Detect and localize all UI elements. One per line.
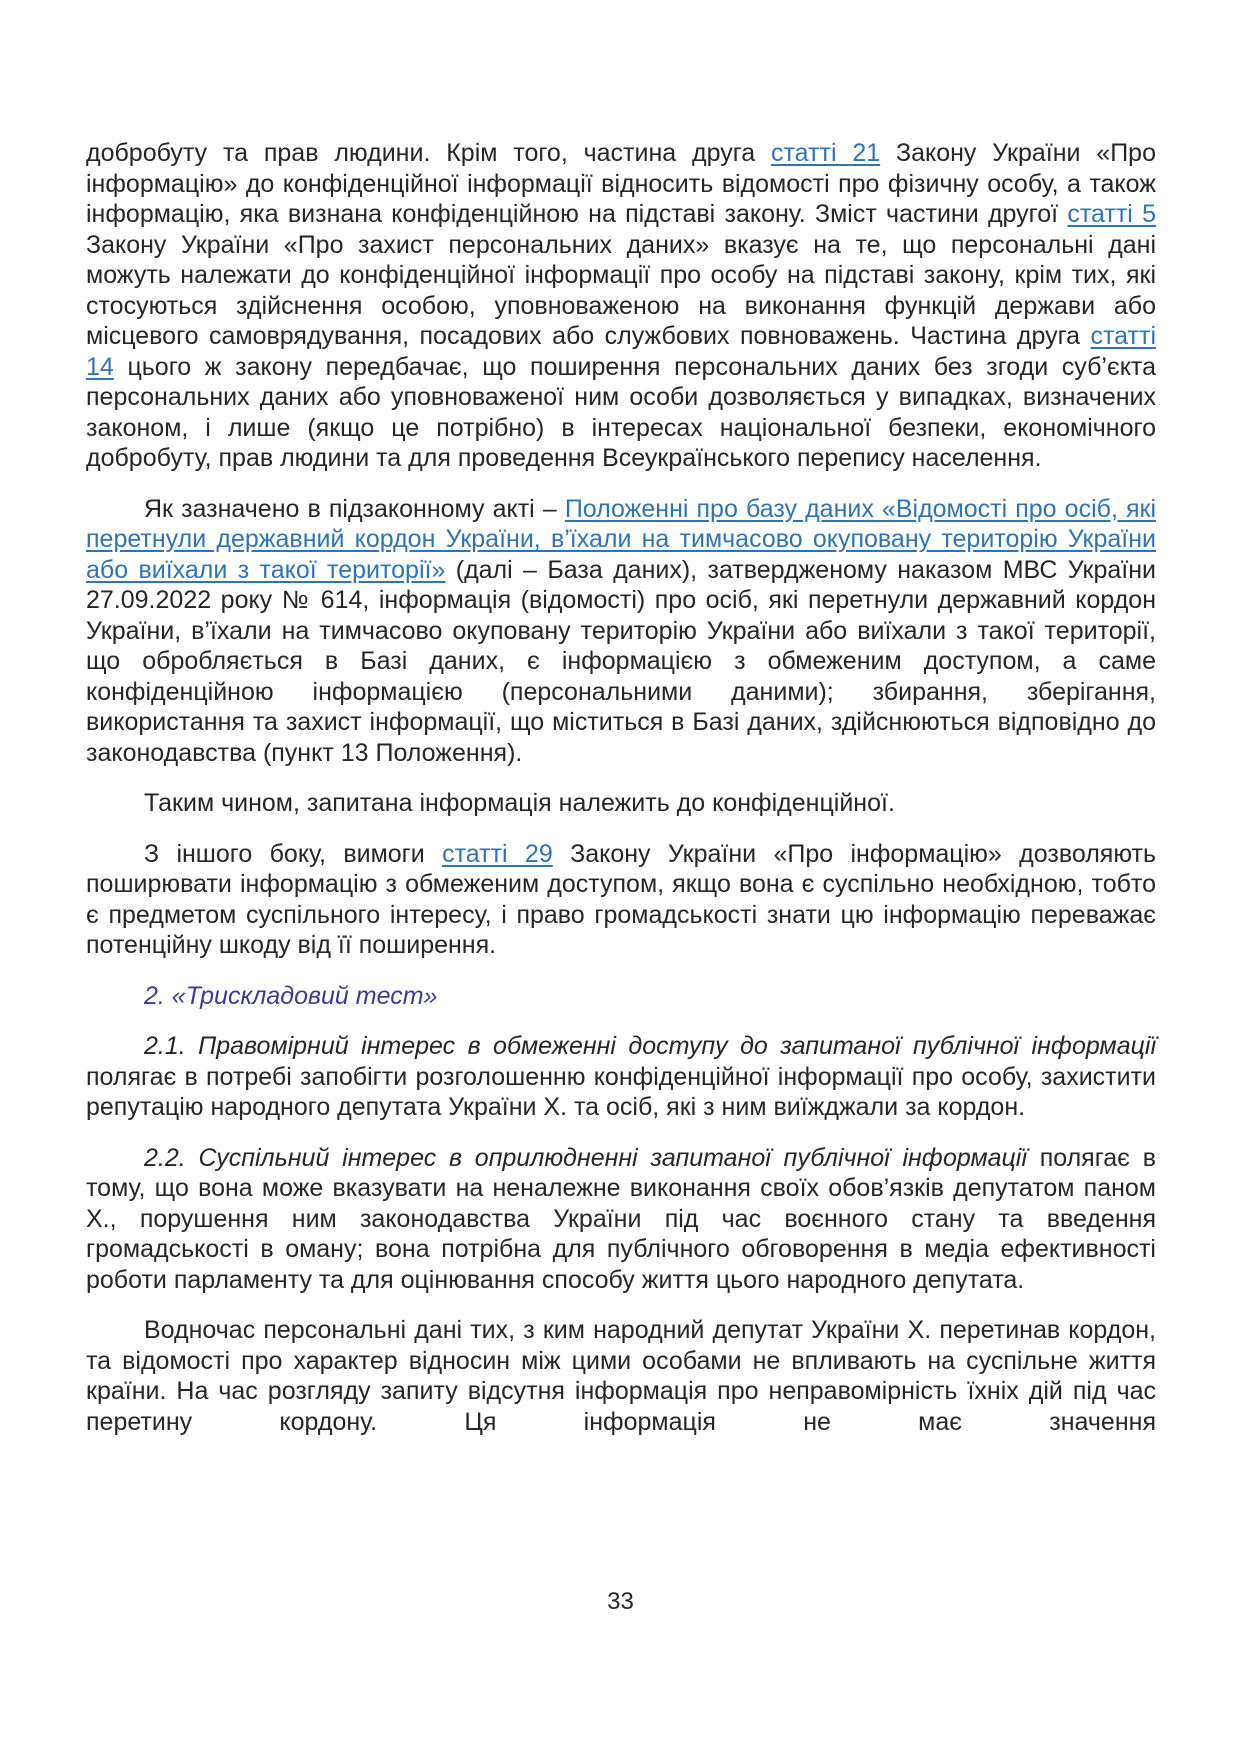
link-article-29[interactable]: статті 29 <box>442 839 553 868</box>
section-heading-three-part-test: 2. «Трискладовий тест» <box>144 981 438 1010</box>
link-article-14[interactable]: статті 14 <box>86 322 1156 381</box>
page-number: 33 <box>607 1588 634 1615</box>
document-page <box>86 138 1156 1457</box>
paragraph-public-interest: 2.2. Суспільний інтерес в оприлюдненні запитаної публічної інформації полягає в тому, що вона може вказувати на неналежне виконання своїх обов’язків депутатом паном Х., порушення ним законодавства України під час воєнного стану та введення громадськості в оману; вона потрібна для публічного обговорення в медіа ефективності роботи парламенту та для оцінювання способу життя цього народного депутата. <box>86 1143 1156 1294</box>
link-article-5[interactable]: статті 5 <box>1067 200 1156 228</box>
link-article-21[interactable]: статті 21 <box>771 139 881 167</box>
subheading-legitimate-interest: 2.1. Правомірний інтерес в обмеженні доступу до запитаної публічної інформації <box>144 1032 1156 1060</box>
paragraph-conclusion-confidential: Таким чином, запитана інформація належить до конфіденційної. <box>144 789 895 817</box>
paragraph-article-29: З іншого боку, вимоги статті 29 Закону України «Про інформацію» дозволяють поширювати інформацію з обмеженим доступом, якщо вона є суспільно необхідною, тобто є предметом суспільного інтересу, і право громадськості знати цю інформацію переважає потенційну шкоду від її поширення. <box>86 839 1157 959</box>
paragraph-database-regulation: Як зазначено в підзаконному акті – Положенні про базу даних «Відомості про осіб, які перетнули державний кордон України, в’їхали на тимчасово окуповану територію України або виїхали з такої території» (далі – База даних), затвердженому наказом МВС України 27.09.2022 року № 614, інформація (відомості) про осіб, які перетнули державний кордон України, в’їхали на тимчасово окуповану територію України або виїхали з такої території, що обробляється в Базі даних, є інформацією з обмеженим доступом, а саме конфіденційною інформацією (персональними даними); збирання, зберігання, використання та захист інформації, що міститься в Базі даних, здійснюються відповідно до законодавства (пункт 13 Положення). <box>86 494 1157 767</box>
paragraph-confidential-info-law: добробуту та прав людини. Крім того, частина друга статті 21 Закону України «Про інформацію» до конфіденційної інформації відносить відомості про фізичну особу, а також інформацію, яка визнана конфіденційною на підставі закону. Зміст частини другої статті 5 Закону України «Про захист персональних даних» вказує на те, що персональні дані можуть належати до конфіденційної інформації про особу на підставі закону, крім тих, які стосуються здійснення особою, уповноваженою на виконання функцій держави або місцевого самоврядування, посадових або службових повноважень. Частина друга статті 14 цього ж закону передбачає, що поширення персональних даних без згоди суб’єкта персональних даних або уповноваженої ним особи дозволяється у випадках, визначених законом, і лише (якщо це потрібно) в інтересах національної безпеки, економічного добробуту, прав людини та для проведення Всеукраїнського перепису населення. <box>86 139 1156 472</box>
link-database-regulation[interactable]: Положенні про базу даних «Відомості про осіб, які перетнули державний кордон України, в’їхали на тимчасово окуповану територію України або виїхали з такої території» <box>86 494 1157 584</box>
paragraph-personal-data-companions: Водночас персональні дані тих, з ким народний депутат України Х. перетинав кордон, та відомості про характер відносин між цими особами не впливають на суспільне життя країни. На час розгляду запиту відсутня інформація про неправомірність їхніх дій під час перетину кордону. Ця інформація не має значення <box>86 1316 1156 1436</box>
paragraph-legitimate-interest: 2.1. Правомірний інтерес в обмеженні доступу до запитаної публічної інформації полягає в потребі запобігти розголошенню конфіденційної інформації про особу, захистити репутацію народного депутата України Х. та осіб, які з ним виїжджали за кордон. <box>86 1032 1156 1121</box>
subheading-public-interest: 2.2. Суспільний інтерес в оприлюдненні запитаної публічної інформації <box>144 1143 1027 1172</box>
